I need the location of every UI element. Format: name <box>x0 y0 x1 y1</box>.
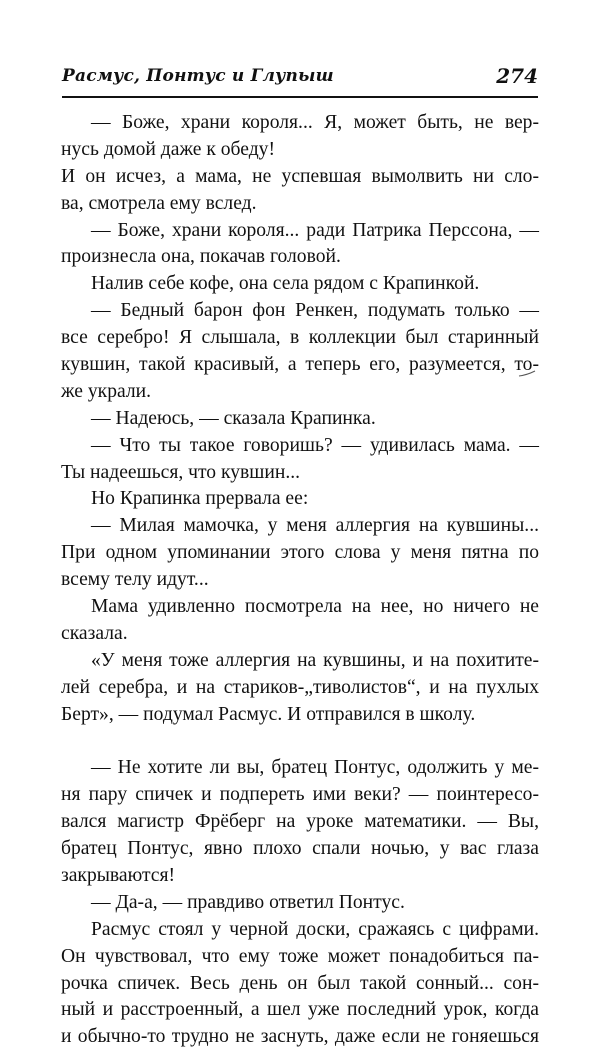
text-line: — Милая мамочка, у меня аллергия на кувшины... <box>91 515 539 537</box>
text-line: братец Понтус, явно плохо спали ночью, у вас глаза <box>61 838 539 860</box>
text-line: Налив себе кофе, она села рядом с Крапинкой. <box>91 273 480 295</box>
running-title: Расмус, Понтус и Глупыш <box>62 66 334 86</box>
text-line: — Да-а, — правдиво ответил Понтус. <box>91 891 405 913</box>
text-line: ня пару спичек и подпереть ими веки? — поинтересо- <box>61 784 539 806</box>
body-text <box>61 110 539 1051</box>
text-line: Берт», — подумал Расмус. И отправился в школу. <box>61 703 476 725</box>
text-line: сказала. <box>61 622 128 644</box>
text-line: лей серебра, и на стариков-„тиволистов“, и на пухлых <box>61 676 539 698</box>
text-line: Ты надеешься, что кувшин... <box>61 461 301 483</box>
text-line: ный и расстроенный, а шел уже последний урок, когда <box>61 999 539 1021</box>
text-line: Мама удивленно посмотрела на нее, но ничего не <box>91 596 539 618</box>
text-line: «У меня тоже аллергия на кувшины, и на похитите- <box>91 649 539 671</box>
text-line: — Что ты такое говоришь? — удивилась мама. — <box>91 434 539 456</box>
text-line: — Бедный барон фон Ренкен, подумать только — <box>91 300 539 322</box>
text-line: закрываются! <box>61 864 176 886</box>
running-header <box>62 64 538 94</box>
text-line: Он чувствовал, что ему тоже может понадобиться па- <box>61 945 539 967</box>
text-line: и обычно-то трудно не заснуть, даже если не гоняешься <box>61 1026 539 1048</box>
text-line: — Боже, храни короля... Я, может быть, не вер- <box>91 112 539 133</box>
header-rule <box>62 96 538 98</box>
pen-mark <box>518 370 536 378</box>
text-line: — Боже, храни короля... ради Патрика Перссона, — <box>91 219 539 241</box>
text-line: При одном упоминании этого слова у меня пятна по <box>61 542 539 564</box>
text-line: же украли. <box>61 380 152 402</box>
text-line: кувшин, такой красивый, а теперь его, разумеется, то- <box>61 354 539 376</box>
text-line: рочка спичек. Весь день он был такой сонный... сон- <box>61 972 539 994</box>
page-number: 274 <box>496 64 538 88</box>
text-line: ва, смотрела ему вслед. <box>61 192 257 214</box>
text-line: Но Крапинка прервала ее: <box>91 488 309 510</box>
text-line: И он исчез, а мама, не успевшая вымолвить ни сло- <box>61 165 539 187</box>
text-line: произнесла она, покачав головой. <box>61 246 341 268</box>
section-break <box>61 728 539 755</box>
text-line: вался магистр Фрёберг на уроке математики. — Вы, <box>61 811 539 833</box>
text-line: нусь домой даже к обеду! <box>61 138 275 160</box>
text-line: всему телу идут... <box>61 569 209 591</box>
text-line: все серебро! Я слышала, в коллекции был старинный <box>61 327 539 349</box>
text-line: — Надеюсь, — сказала Крапинка. <box>91 407 376 429</box>
text-line: Расмус стоял у черной доски, сражаясь с цифрами. <box>91 918 539 940</box>
text-line: — Не хотите ли вы, братец Понтус, одолжить у ме- <box>91 757 539 779</box>
